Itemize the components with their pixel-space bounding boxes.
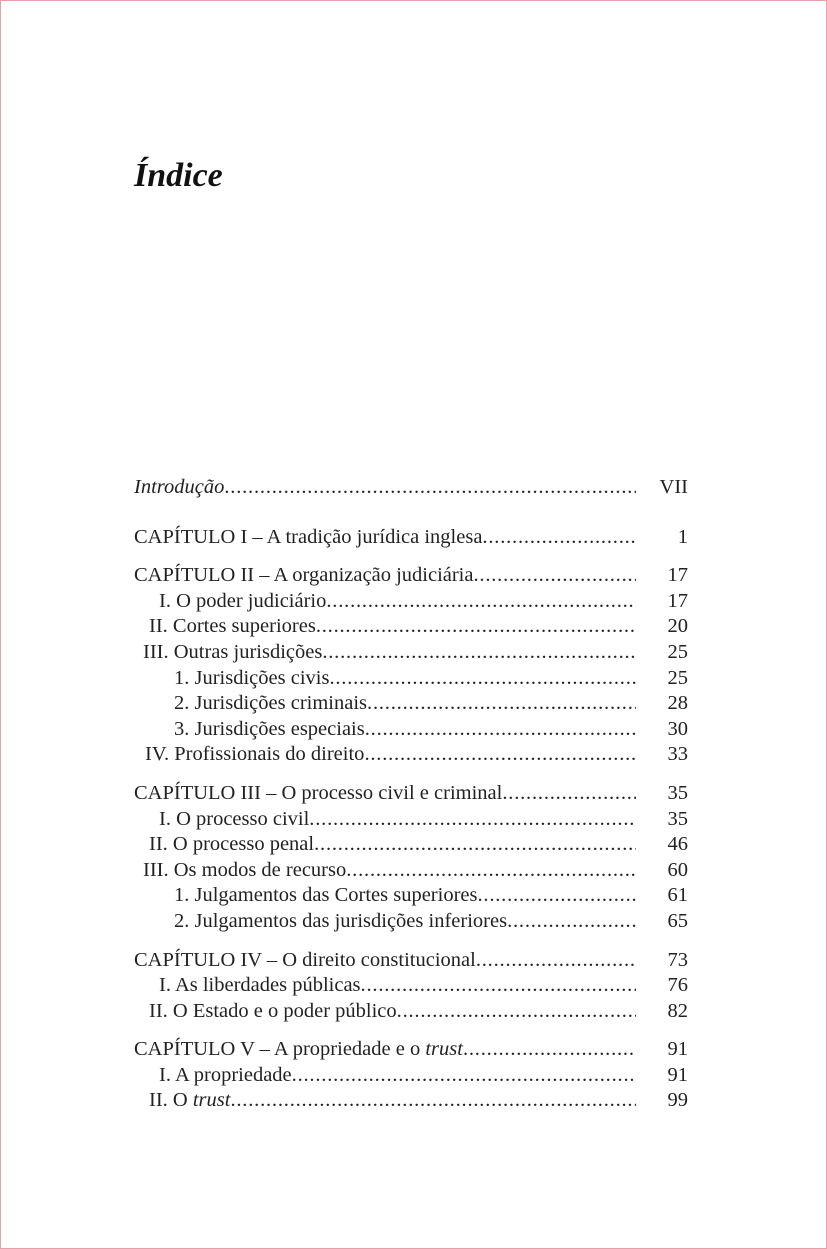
toc-entry <box>134 717 688 743</box>
toc-entry-title: II. O trust <box>149 1089 231 1112</box>
toc-entry <box>134 640 688 666</box>
dot-leader <box>316 614 636 640</box>
toc-entry-page: 25 <box>667 640 688 663</box>
page-title: Índice <box>134 157 223 194</box>
dot-leader <box>326 589 636 615</box>
toc-entry <box>134 948 688 974</box>
toc-entry-title: CAPÍTULO IV – O direito constitucional <box>134 948 476 971</box>
toc-entry <box>134 563 688 589</box>
toc-entry-page: 1 <box>677 525 688 548</box>
toc-entry-page: 61 <box>667 884 688 907</box>
toc-entry-page: 46 <box>667 833 688 856</box>
toc-entry-title: I. O processo civil <box>159 807 310 830</box>
dot-leader <box>463 1037 636 1063</box>
toc-entry-page: 76 <box>667 974 688 997</box>
toc-entry-title: 1. Julgamentos das Cortes superiores <box>174 884 478 907</box>
dot-leader <box>314 832 636 858</box>
dot-leader <box>309 807 636 833</box>
toc-entry-title: II. Cortes superiores <box>149 615 316 638</box>
toc-entry-title: I. As liberdades públicas <box>159 974 361 997</box>
toc-entry-page: 73 <box>667 948 688 971</box>
dot-leader <box>482 525 636 551</box>
toc-entry-page: 28 <box>667 692 688 715</box>
toc-entry <box>134 973 688 999</box>
dot-leader <box>473 563 636 589</box>
dot-leader <box>367 691 636 717</box>
toc-entry-title: II. O Estado e o poder público <box>149 999 397 1022</box>
dot-leader <box>364 742 636 768</box>
toc-entry-title: CAPÍTULO III – O processo civil e criminal <box>134 781 503 804</box>
toc-entry-page: VII <box>659 476 688 498</box>
toc-entry-title: I. A propriedade <box>159 1063 292 1086</box>
dot-leader <box>507 909 636 935</box>
dot-leader <box>224 475 636 501</box>
toc-entry-page: 60 <box>667 858 688 881</box>
toc-entry <box>134 666 688 692</box>
dot-leader <box>329 666 636 692</box>
toc-entry-title: CAPÍTULO I – A tradição jurídica inglesa <box>134 525 483 548</box>
toc-entry-title: IV. Profissionais do direito <box>145 743 365 766</box>
toc-entry <box>134 858 688 884</box>
toc-entry-page: 17 <box>667 589 688 612</box>
toc-entry-page: 35 <box>667 807 688 830</box>
toc-entry <box>134 614 688 640</box>
toc-entry-page: 91 <box>667 1038 688 1061</box>
toc-entry <box>134 781 688 807</box>
toc-entry-title: II. O processo penal <box>149 833 315 856</box>
dot-leader <box>292 1063 636 1089</box>
toc-entry <box>134 691 688 717</box>
toc-entry-title: III. Outras jurisdições <box>143 640 323 663</box>
toc-entry <box>134 589 688 615</box>
toc-entry <box>134 1088 688 1114</box>
dot-leader <box>397 999 636 1025</box>
toc-entry <box>134 832 688 858</box>
dot-leader <box>346 858 636 884</box>
dot-leader <box>477 883 636 909</box>
toc-entry <box>134 475 688 501</box>
toc-entry-page: 65 <box>667 909 688 932</box>
toc-entry-page: 20 <box>667 615 688 638</box>
toc-entry-title: Introdução <box>134 476 225 498</box>
toc-entry-page: 33 <box>667 743 688 766</box>
toc-entry-page: 82 <box>667 999 688 1022</box>
toc-entry-page: 91 <box>667 1063 688 1086</box>
toc-entry-title: 2. Jurisdições criminais <box>174 692 368 715</box>
toc-entry-page: 35 <box>667 781 688 804</box>
toc-entry <box>134 999 688 1025</box>
table-of-contents <box>134 475 688 1114</box>
toc-entry-page: 25 <box>667 666 688 689</box>
toc-entry-title: CAPÍTULO II – A organização judiciária <box>134 564 474 587</box>
dot-leader <box>365 717 636 743</box>
toc-entry-page: 99 <box>667 1089 688 1112</box>
toc-entry-title: CAPÍTULO V – A propriedade e o trust <box>134 1038 463 1061</box>
toc-entry <box>134 909 688 935</box>
dot-leader <box>230 1088 636 1114</box>
toc-entry <box>134 742 688 768</box>
dot-leader <box>322 640 636 666</box>
toc-entry <box>134 883 688 909</box>
toc-entry-title: 1. Jurisdições civis <box>174 666 330 689</box>
toc-entry <box>134 1063 688 1089</box>
dot-leader <box>361 973 636 999</box>
toc-entry <box>134 807 688 833</box>
dot-leader <box>502 781 636 807</box>
toc-entry-title: 3. Jurisdições especiais <box>174 717 365 740</box>
dot-leader <box>476 948 636 974</box>
toc-entry-title: III. Os modos de recurso <box>143 858 347 881</box>
toc-entry <box>134 1037 688 1063</box>
toc-entry-page: 17 <box>667 564 688 587</box>
toc-entry-page: 30 <box>667 717 688 740</box>
toc-entry-title: I. O poder judiciário <box>159 589 327 612</box>
toc-entry-title: 2. Julgamentos das jurisdições inferiores <box>174 909 508 932</box>
toc-entry <box>134 525 688 551</box>
